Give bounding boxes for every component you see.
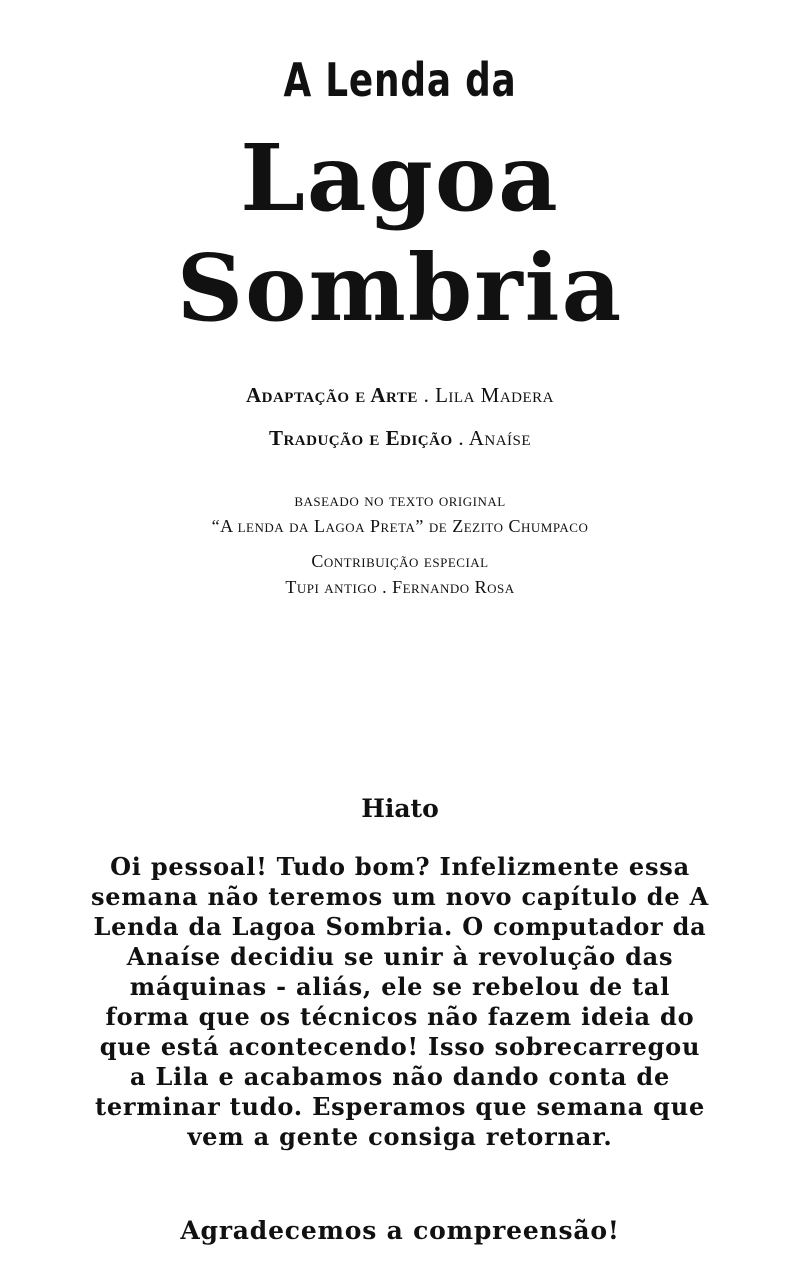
credit-art-separator: . [417,383,436,407]
contribution-line-1: Contribuição especial [311,551,489,571]
credit-art [0,381,800,409]
contribution-line-2: Tupi antigo . Fernando Rosa [285,577,515,597]
credit-art-name: Lila Madera [435,383,555,407]
notice-thanks: Agradecemos a compreensão! [180,1216,620,1245]
title-line-2: Sombria [176,234,624,342]
contribution-credit [0,548,800,600]
notice-body: Oi pessoal! Tudo bom? Infelizmente essa semana não teremos um novo capítulo de A Lenda da Lagoa Sombria. O computador da Anaíse decidiu se unir à revolução das máquinas - aliás, ele se rebelou de tal forma que os técnicos não fazem ideia do que está acontecendo! Isso sobrecarregou a Lila e acabamos não dando conta de terminar tudo. Esperamos que semana que vem a gente consiga retornar. [90,852,710,1151]
credit-translation [0,424,800,452]
source-line-2: “A lenda da Lagoa Preta” de Zezito Chumpaco [211,516,589,536]
title-line-1: Lagoa [240,124,560,232]
source-credit [0,487,800,539]
notice-title: Hiato [361,794,439,823]
credit-translation-label: Tradução e Edição [268,426,453,450]
credit-art-label: Adaptação e Arte [245,383,418,407]
source-line-1: baseado no texto original [294,490,506,510]
title-kicker: A Lenda da [283,53,517,107]
credit-translation-name: Anaíse [468,426,532,450]
credit-translation-separator: . [452,426,469,450]
